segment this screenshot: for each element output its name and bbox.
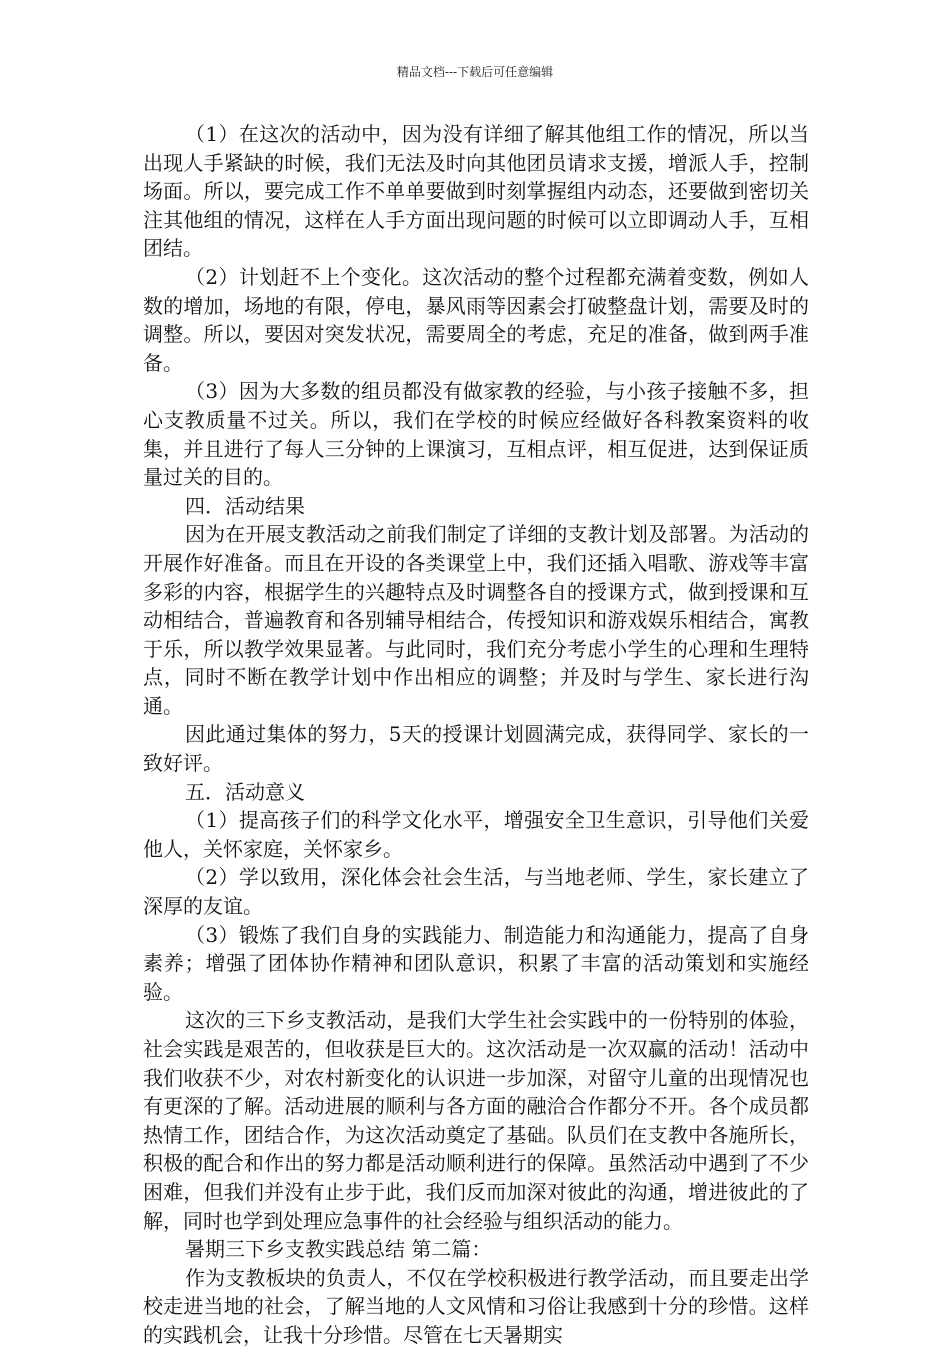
section-heading: 四．活动结果 [185, 493, 305, 518]
paragraph: （3）因为大多数的组员都没有做家教的经验，与小孩子接触不多，担心支教质量不过关。所以，我们在学校的时候应经做好各科教案资料的收集，并且进行了每人三分钟的上课演习，互相点评，相互促进，达到保证质量过关的目的。 [143, 379, 809, 490]
paragraph: （3）锻炼了我们自身的实践能力、制造能力和沟通能力，提高了自身素养；增强了团体协作精神和团队意识，积累了丰富的活动策划和实施经验。 [143, 922, 809, 1004]
paragraph: （2）计划赶不上个变化。这次活动的整个过程都充满着变数，例如人数的增加，场地的有限，停电，暴风雨等因素会打破整盘计划，需要及时的调整。所以，要因对突发状况，需要周全的考虑，充足的准备，做到两手准备。 [143, 264, 809, 375]
document-body [143, 120, 809, 1350]
page-header: 精品文档---下载后可任意编辑 [396, 65, 554, 79]
paragraph: 因为在开展支教活动之前我们制定了详细的支教计划及部署。为活动的开展作好准备。而且在开设的各类课堂上中，我们还插入唱歌、游戏等丰富多彩的内容，根据学生的兴趣特点及时调整各自的授课方式，做到授课和互动相结合，普遍教育和各别辅导相结合，传授知识和游戏娱乐相结合，寓教于乐，所以教学效果显著。与此同时，我们充分考虑小学生的心理和生理特点，同时不断在教学计划中作出相应的调整；并及时与学生、家长进行沟通。 [143, 522, 809, 718]
section-heading: 五．活动意义 [185, 779, 305, 804]
paragraph: 这次的三下乡支教活动，是我们大学生社会实践中的一份特别的体验，社会实践是艰苦的，但收获是巨大的。这次活动是一次双赢的活动！活动中我们收获不少，对农村新变化的认识进一步加深，对留守儿童的出现情况也有更深的了解。活动进展的顺利与各方面的融洽合作都分不开。各个成员都热情工作，团结合作，为这次活动奠定了基础。队员们在支教中各施所长，积极的配合和作出的努力都是活动顺利进行的保障。虽然活动中遇到了不少困难，但我们并没有止步于此，我们反而加深对彼此的沟通，增进彼此的了解，同时也学到处理应急事件的社会经验与组织活动的能力。 [143, 1008, 809, 1233]
paragraph: （2）学以致用，深化体会社会生活，与当地老师、学生，家长建立了深厚的友谊。 [143, 865, 809, 919]
section-heading: 暑期三下乡支教实践总结 第二篇： [185, 1237, 492, 1262]
paragraph: 作为支教板块的负责人，不仅在学校积极进行教学活动，而且要走出学校走进当地的社会，了解当地的人文风情和习俗让我感到十分的珍惜。这样的实践机会，让我十分珍惜。尽管在七天暑期实 [143, 1265, 809, 1347]
paragraph: （1）提高孩子们的科学文化水平，增强安全卫生意识，引导他们关爱他人，关怀家庭，关怀家乡。 [143, 808, 809, 861]
paragraph: （1）在这次的活动中，因为没有详细了解其他组工作的情况，所以当出现人手紧缺的时候，我们无法及时向其他团员请求支援，增派人手，控制场面。所以，要完成工作不单单要做到时刻掌握组内动态，还要做到密切关注其他组的情况，这样在人手方面出现问题的时候可以立即调动人手，互相团结。 [143, 122, 809, 261]
paragraph: 因此通过集体的努力，5天的授课计划圆满完成，获得同学、家长的一致好评。 [143, 722, 809, 776]
